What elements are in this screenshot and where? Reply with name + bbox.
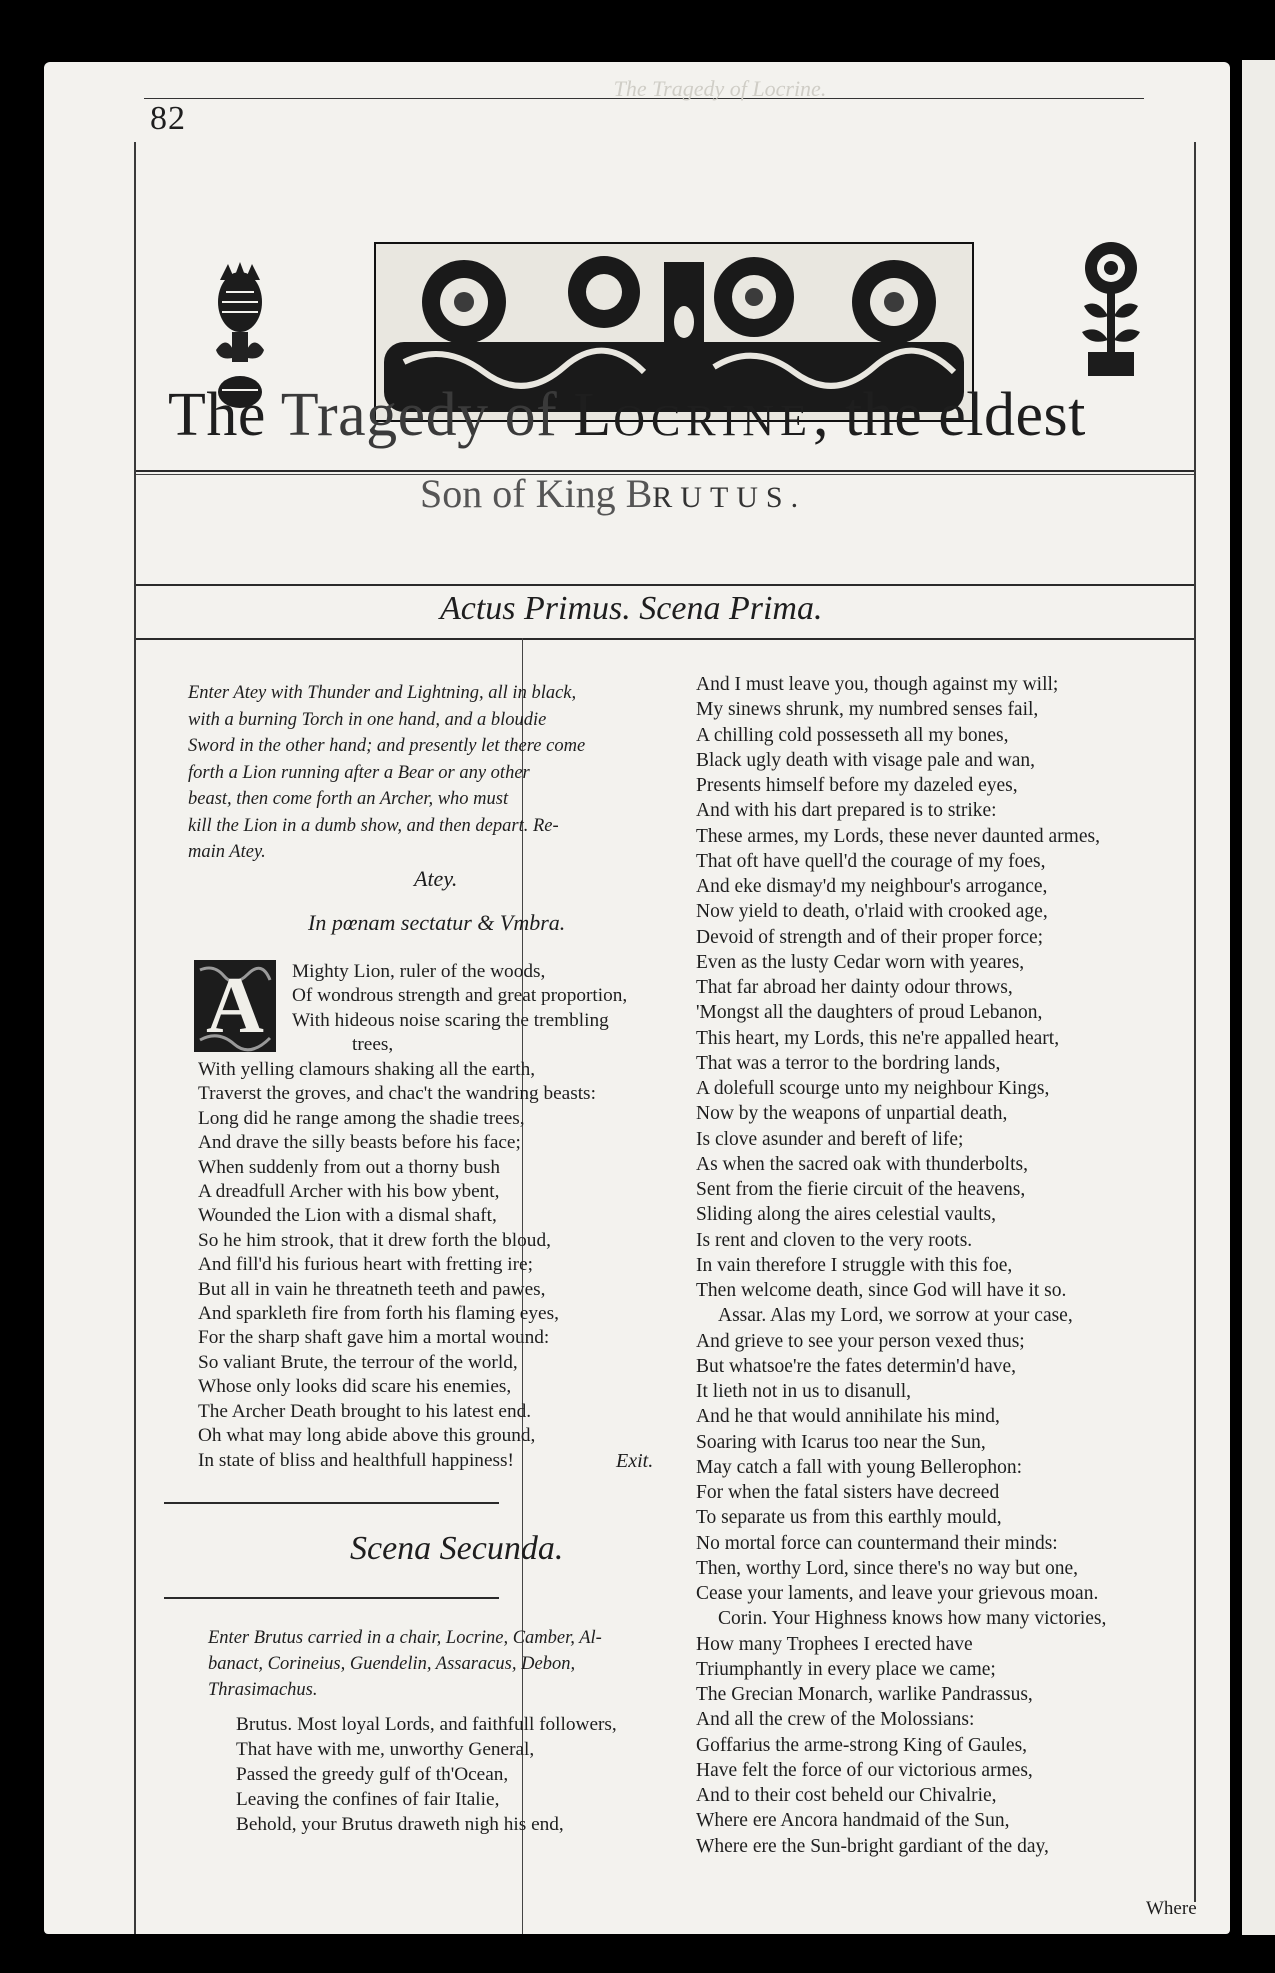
verse-line: Oh what may long abide above this ground, <box>198 1425 536 1447</box>
scene-secunda-heading: Scena Secunda. <box>350 1530 564 1567</box>
page-number: 82 <box>150 100 186 137</box>
verse-line: For when the fatal sisters have decreed <box>696 1482 1000 1503</box>
title-son-of-king: Son of King <box>420 471 626 516</box>
verse-line: Mighty Lion, ruler of the woods, <box>292 961 546 982</box>
stage-direction-line: beast, then come forth an Archer, who must <box>188 789 509 809</box>
verse-line: With hideous noise scaring the trembling <box>292 1009 609 1031</box>
latin-motto: In pœnam sectatur & Vmbra. <box>308 910 566 935</box>
verse-line: And eke dismay'd my neighbour's arrogance, <box>696 876 1048 897</box>
verse-line: Is rent and cloven to the very roots. <box>696 1229 973 1251</box>
stage-direction-line: Thrasimachus. <box>208 1680 318 1700</box>
stage-direction-scene2 <box>208 1625 602 1703</box>
act-heading: Actus Primus. Scena Prima. <box>440 590 823 627</box>
verse-line: And all the crew of the Molossians: <box>696 1709 975 1731</box>
verse-line: And fill'd his furious heart with fretting ire; <box>198 1254 533 1276</box>
title-initial-l: L <box>573 381 614 449</box>
title-bottom-rule <box>136 584 1194 586</box>
drop-cap-letter: A <box>206 962 264 1050</box>
verse-line: A dreadfull Archer with his bow ybent, <box>198 1181 500 1203</box>
verse-line: As when the sacred oak with thunderbolts, <box>696 1153 1028 1175</box>
verse-line: To separate us from this earthly mould, <box>696 1507 1002 1529</box>
stage-direction-line: kill the Lion in a dumb show, and then depart. Re- <box>188 815 559 836</box>
next-page-edge <box>1242 60 1275 1935</box>
stage-direction-line: forth a Lion running after a Bear or any other <box>188 762 530 783</box>
verse-line: Leaving the confines of fair Italie, <box>236 1789 500 1810</box>
exit-direction: Exit. <box>616 1450 654 1472</box>
running-head-show-through: The Tragedy of Locrine. <box>613 76 827 101</box>
stage-direction-line: Enter Atey with Thunder and Lightning, all in black, <box>188 683 577 703</box>
verse-line: Sliding along the aires celestial vaults, <box>696 1204 997 1226</box>
verse-line: It lieth not in us to disanull, <box>696 1381 912 1402</box>
verse-line: And grieve to see your person vexed thus; <box>696 1330 1025 1352</box>
verse-line: And with his dart prepared is to strike: <box>696 800 997 822</box>
verse-line: My sinews shrunk, my numbred senses fail, <box>696 699 1039 721</box>
verse-line: Traverst the groves, and chac't the wandring beasts: <box>198 1083 596 1105</box>
verse-line: And I must leave you, though against my will; <box>696 674 1059 695</box>
verse-line: And drave the silly beasts before his face; <box>198 1132 521 1154</box>
verse-line: For the sharp shaft gave him a mortal wound: <box>198 1327 550 1349</box>
brutus-speech <box>236 1712 617 1837</box>
scene-top-rule <box>164 1502 499 1504</box>
atey-speech-part1 <box>292 960 627 1057</box>
title-the-eldest: , the eldest <box>812 381 1086 449</box>
verse-line: But whatsoe're the fates determin'd have, <box>696 1355 1016 1377</box>
verse-line: Cease your laments, and leave your grievous moan. <box>696 1583 1099 1604</box>
left-frame-rule <box>134 142 136 1934</box>
verse-line: Wounded the Lion with a dismal shaft, <box>198 1205 497 1227</box>
right-column-text <box>696 672 1106 1859</box>
verse-line: Devoid of strength and of their proper force; <box>696 926 1044 948</box>
scene-bottom-rule <box>164 1597 499 1599</box>
verse-line: When suddenly from out a thorny bush <box>198 1156 501 1178</box>
verse-line: Sent from the fierie circuit of the heavens, <box>696 1179 1026 1200</box>
atey-speech-part2 <box>198 1058 596 1473</box>
drop-cap-box <box>194 960 276 1052</box>
verse-line: That far abroad her dainty odour throws, <box>696 977 1013 998</box>
verse-line: The Archer Death brought to his latest end. <box>198 1400 532 1422</box>
verse-line: In state of bliss and healthfull happiness! <box>198 1449 514 1471</box>
stage-direction-line: main Atey. <box>188 842 266 862</box>
title-initial-b: B <box>625 471 653 516</box>
verse-line: But all in vain he threatneth teeth and pawes, <box>198 1278 546 1300</box>
verse-line: This heart, my Lords, this ne're appalled heart, <box>696 1027 1060 1049</box>
verse-line: Goffarius the arme-strong King of Gaules, <box>696 1734 1028 1756</box>
verse-line: So valiant Brute, the terrour of the world, <box>198 1351 518 1373</box>
verse-line: So he him strook, that it drew forth the bloud, <box>198 1229 551 1251</box>
speaker-atey: Atey. <box>414 866 458 891</box>
verse-line: And to their cost beheld our Chivalrie, <box>696 1785 997 1806</box>
verse-line: And he that would annihilate his mind, <box>696 1406 1000 1428</box>
verse-line: Where ere Ancora handmaid of the Sun, <box>696 1810 1010 1832</box>
verse-line: Brutus. Most loyal Lords, and faithfull followers, <box>236 1714 617 1735</box>
verse-line: Presents himself before my dazeled eyes, <box>696 775 1018 796</box>
verse-line: Soaring with Icarus too near the Sun, <box>696 1431 986 1453</box>
verse-line: Have felt the force of our victorious armes, <box>696 1759 1033 1781</box>
verse-line: Assar. Alas my Lord, we sorrow at your case, <box>718 1305 1073 1327</box>
verse-line: No mortal force can countermand their minds: <box>696 1532 1058 1554</box>
verse-line: With yelling clamours shaking all the earth, <box>198 1059 536 1080</box>
verse-line: Behold, your Brutus draweth nigh his end, <box>236 1814 564 1835</box>
stage-direction-line: Sword in the other hand; and presently let there come <box>188 736 586 756</box>
verse-line: Is clove asunder and bereft of life; <box>696 1128 964 1150</box>
title-the: The <box>168 381 281 449</box>
verse-line: Passed the greedy gulf of th'Ocean, <box>236 1764 509 1785</box>
stage-direction-opening <box>188 680 585 866</box>
act-bottom-rule <box>136 638 1194 640</box>
verse-line: How many Trophees I erected have <box>696 1633 973 1655</box>
verse-line: The Grecian Monarch, warlike Pandrassus, <box>696 1684 1033 1705</box>
stage-direction-line: banact, Corineius, Guendelin, Assaracus, Debon, <box>208 1654 576 1674</box>
title-brutus: RUTUS. <box>652 481 807 514</box>
verse-line: That oft have quell'd the courage of my foes, <box>696 850 1046 872</box>
verse-line: A chilling cold possesseth all my bones, <box>696 724 1009 746</box>
verse-line: trees, <box>352 1033 394 1055</box>
verse-line: Now yield to death, o'rlaid with crooked age, <box>696 901 1048 923</box>
verse-line: That was a terror to the bordring lands, <box>696 1052 1001 1074</box>
verse-line: 'Mongst all the daughters of proud Lebanon, <box>696 1002 1043 1024</box>
verse-line: Of wondrous strength and great proportion, <box>292 985 628 1007</box>
verse-line: Then welcome death, since God will have it so. <box>696 1280 1067 1301</box>
verse-line: In vain therefore I struggle with this foe, <box>696 1254 1013 1276</box>
play-title-line1 <box>168 380 1168 451</box>
rose-ornament-icon <box>1078 240 1144 380</box>
verse-line: Even as the lusty Cedar worn with yeares, <box>696 951 1025 973</box>
verse-line: Corin. Your Highness knows how many victories, <box>718 1608 1107 1630</box>
catchword: Where <box>1146 1898 1197 1919</box>
verse-line: These armes, my Lords, these never daunted armes, <box>696 825 1100 847</box>
stage-direction-line: with a burning Torch in one hand, and a bloudie <box>188 709 547 730</box>
title-tragedy-of: Tragedy of <box>280 381 574 449</box>
verse-line: That have with me, unworthy General, <box>236 1739 535 1760</box>
verse-line: Black ugly death with visage pale and wan, <box>696 749 1035 771</box>
right-frame-rule <box>1194 142 1196 1902</box>
verse-line: Triumphantly in every place we came; <box>696 1658 996 1680</box>
verse-line: May catch a fall with young Bellerophon: <box>696 1456 1022 1478</box>
verse-line: A dolefull scourge unto my neighbour Kings, <box>696 1078 1050 1099</box>
verse-line: And sparkleth fire from forth his flaming eyes, <box>198 1303 559 1325</box>
verse-line: Long did he range among the shadie trees, <box>198 1107 525 1129</box>
verse-line: Then, worthy Lord, since there's no way but one, <box>696 1557 1079 1579</box>
verse-line: Whose only looks did scare his enemies, <box>198 1376 512 1398</box>
play-title-line2 <box>420 470 1020 517</box>
stage-direction-line: Enter Brutus carried in a chair, Locrine, Camber, Al- <box>208 1628 602 1648</box>
title-locrine: OCRINE <box>613 396 813 445</box>
verse-line: Where ere the Sun-bright gardiant of the day, <box>696 1835 1049 1857</box>
verse-line: Now by the weapons of unpartial death, <box>696 1103 1008 1125</box>
